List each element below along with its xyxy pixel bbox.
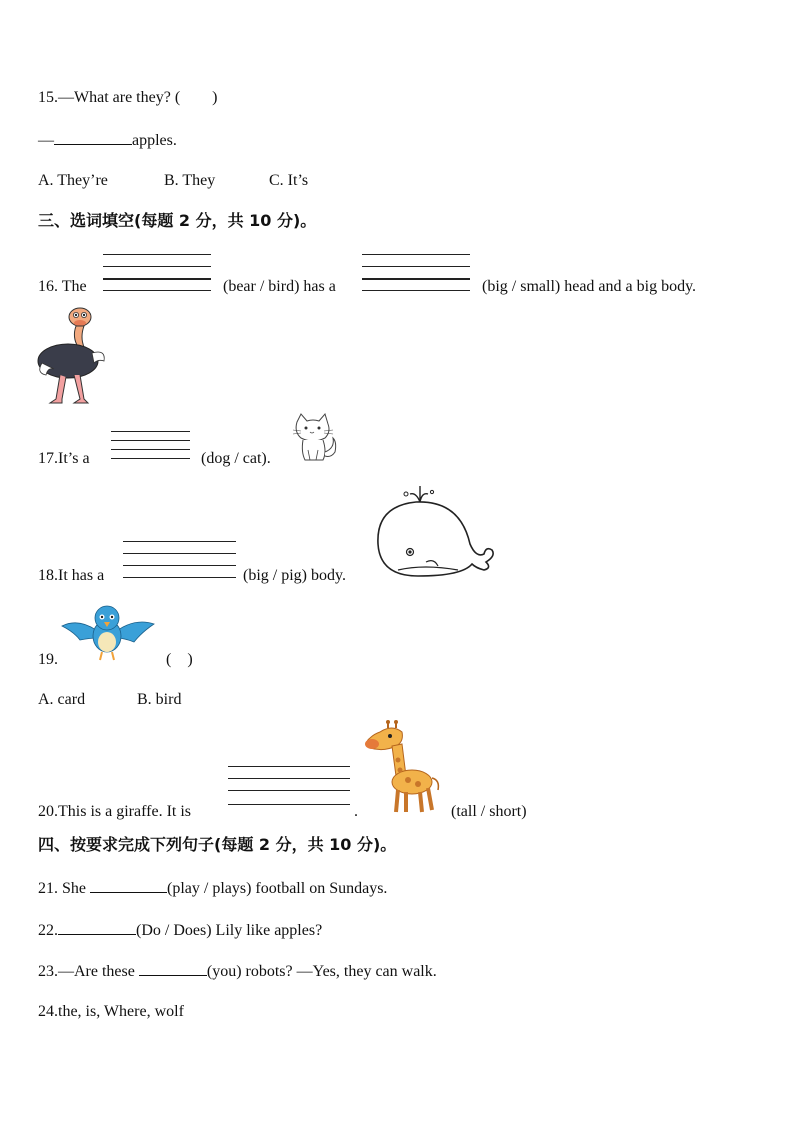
q23-line bbox=[38, 961, 437, 982]
bird-icon bbox=[60, 602, 156, 664]
q22-suffix: (Do / Does) Lily like apples? bbox=[136, 922, 323, 939]
q20-prefix: 20.This is a giraffe. It is bbox=[38, 803, 192, 820]
q15-option-c[interactable]: C. It’s bbox=[269, 172, 309, 189]
q16-suffix: (big / small) head and a big body. bbox=[482, 278, 697, 295]
q15-question: 15.—What are they? ( ) bbox=[38, 89, 218, 106]
ostrich-icon bbox=[36, 303, 110, 409]
q15-option-a[interactable]: A. They’re bbox=[38, 172, 108, 189]
q20-period: . bbox=[354, 803, 358, 820]
q20-suffix: (tall / short) bbox=[451, 803, 527, 820]
q19-option-a[interactable]: A. card bbox=[38, 691, 86, 708]
whale-icon bbox=[372, 484, 500, 580]
q15-options bbox=[38, 171, 308, 191]
q16-writing-lines-1[interactable] bbox=[103, 252, 211, 294]
q18-prefix: 18.It has a bbox=[38, 567, 105, 584]
section3-heading: 三、选词填空(每题 2 分，共 10 分)。 bbox=[38, 211, 317, 230]
q24-text: 24.the, is, Where, wolf bbox=[38, 1003, 184, 1020]
q21-prefix: 21. She bbox=[38, 880, 86, 897]
q15-blank[interactable] bbox=[54, 130, 132, 145]
q23-suffix: (you) robots? —Yes, they can walk. bbox=[206, 963, 437, 980]
q18-suffix: (big / pig) body. bbox=[243, 567, 346, 584]
q19-option-b[interactable]: B. bird bbox=[137, 691, 182, 708]
section4-heading: 四、按要求完成下列句子(每题 2 分，共 10 分)。 bbox=[38, 835, 397, 854]
q15-dash: — bbox=[38, 132, 54, 149]
q16-middle: (bear / bird) has a bbox=[223, 278, 336, 295]
q23-blank[interactable] bbox=[139, 961, 207, 976]
q17-suffix: (dog / cat). bbox=[201, 450, 271, 467]
q18-writing-lines[interactable] bbox=[123, 539, 236, 581]
q15-option-b[interactable]: B. They bbox=[164, 172, 216, 189]
q22-line bbox=[38, 920, 322, 941]
giraffe-icon bbox=[362, 720, 442, 816]
q21-blank[interactable] bbox=[90, 878, 167, 893]
q21-line bbox=[38, 878, 387, 899]
q23-prefix: 23.—Are these bbox=[38, 963, 135, 980]
q19-options bbox=[38, 690, 181, 710]
q20-writing-lines[interactable] bbox=[228, 764, 350, 808]
q19-answer-paren[interactable]: ( ) bbox=[166, 651, 193, 668]
cat-icon bbox=[291, 412, 339, 462]
q15-answer-line bbox=[38, 130, 177, 151]
q16-writing-lines-2[interactable] bbox=[362, 252, 470, 294]
q19-number: 19. bbox=[38, 651, 58, 668]
q17-prefix: 17.It’s a bbox=[38, 450, 90, 467]
q16-prefix: 16. The bbox=[38, 278, 87, 295]
q22-prefix: 22. bbox=[38, 922, 58, 939]
q22-blank[interactable] bbox=[58, 920, 136, 935]
q21-suffix: (play / plays) football on Sundays. bbox=[167, 880, 388, 897]
q15-answer-suffix: apples. bbox=[132, 132, 177, 149]
q17-writing-lines[interactable] bbox=[111, 429, 190, 463]
